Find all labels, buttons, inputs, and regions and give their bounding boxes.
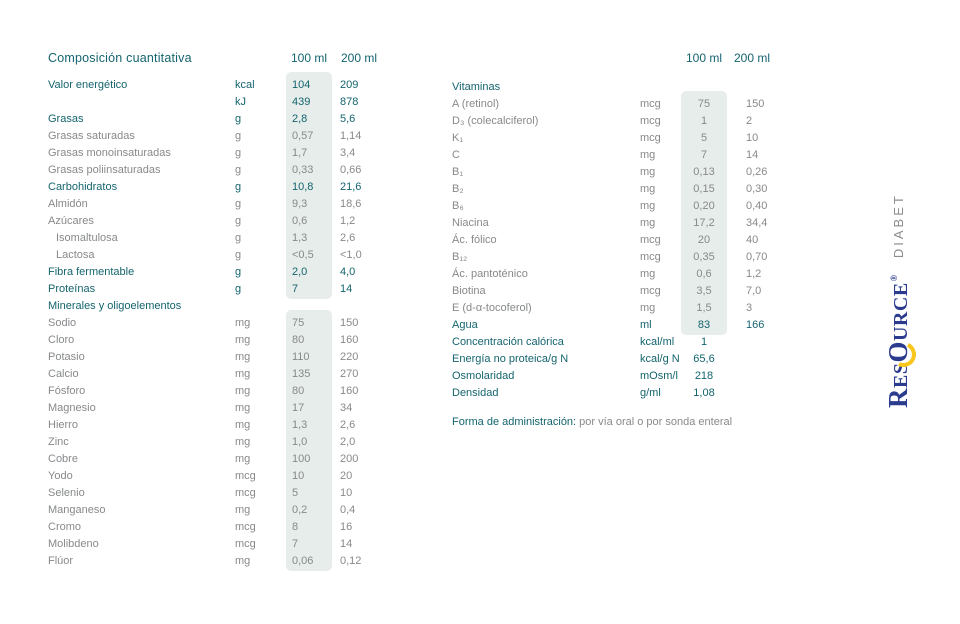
row-value-200ml: 7,0 xyxy=(746,284,762,297)
row-unit: kcal xyxy=(235,78,255,91)
row-value-100ml: 5 xyxy=(292,486,299,499)
row-label: Densidad xyxy=(452,386,499,399)
table-row xyxy=(48,399,393,416)
row-value-100ml: 7 xyxy=(700,148,708,161)
row-label: Molibdeno xyxy=(48,537,99,550)
table-row xyxy=(48,348,393,365)
table-row xyxy=(452,333,787,350)
row-unit: mcg xyxy=(235,486,256,499)
row-unit: mcg xyxy=(640,97,661,110)
resource-wordmark xyxy=(883,274,914,408)
table-row xyxy=(48,246,393,263)
row-value-100ml: 1 xyxy=(700,114,708,127)
row-unit: g xyxy=(235,197,242,210)
row-value-100ml: 83 xyxy=(697,318,711,331)
row-unit: mg xyxy=(235,367,251,380)
row-value-200ml: 0,26 xyxy=(746,165,768,178)
row-value-200ml: 1,2 xyxy=(746,267,762,280)
row-value-200ml: 0,4 xyxy=(340,503,356,516)
row-label: Lactosa xyxy=(56,248,95,261)
row-value-200ml: 34,4 xyxy=(746,216,768,229)
row-value-100ml: 2,0 xyxy=(292,265,308,278)
row-unit: g xyxy=(235,265,242,278)
row-label: E (d-α-tocoferol) xyxy=(452,301,532,314)
row-label: Concentración calórica xyxy=(452,335,564,348)
row-unit: mcg xyxy=(640,284,661,297)
table-row xyxy=(48,161,393,178)
row-unit: g xyxy=(235,112,242,125)
row-value-100ml: 439 xyxy=(292,95,311,108)
row-value-100ml: 65,6 xyxy=(693,352,715,365)
row-value-200ml: 3,4 xyxy=(340,146,356,159)
row-unit: mg xyxy=(640,148,656,161)
row-label: Cromo xyxy=(48,520,82,533)
row-unit: mcg xyxy=(640,114,661,127)
row-label: Magnesio xyxy=(48,401,96,414)
row-label: Potasio xyxy=(48,350,85,363)
row-unit: g xyxy=(235,146,242,159)
row-value-100ml: 75 xyxy=(697,97,711,110)
table-row xyxy=(452,95,787,112)
row-value-100ml: 17,2 xyxy=(693,216,715,229)
row-label: K₁ xyxy=(452,131,464,144)
table-row xyxy=(48,314,393,331)
row-label: Grasas poliinsaturadas xyxy=(48,163,161,176)
row-label: Sodio xyxy=(48,316,77,329)
brand-letters: ES xyxy=(889,362,912,388)
table-row xyxy=(452,299,787,316)
row-unit: mg xyxy=(640,182,656,195)
row-value-200ml: 10 xyxy=(746,131,759,144)
row-unit: mcg xyxy=(235,537,256,550)
row-unit: mcg xyxy=(640,131,661,144)
row-value-100ml: 3,5 xyxy=(696,284,712,297)
brand-letters: URCE xyxy=(889,282,912,342)
row-unit: g/ml xyxy=(640,386,661,399)
row-unit: mg xyxy=(640,267,656,280)
row-unit: g xyxy=(235,231,242,244)
row-unit: g xyxy=(235,214,242,227)
table-row xyxy=(48,263,393,280)
row-value-200ml: 5,6 xyxy=(340,112,356,125)
row-value-100ml: 1,08 xyxy=(693,386,715,399)
table-row xyxy=(48,280,393,297)
table-row xyxy=(452,367,787,384)
row-value-200ml: 34 xyxy=(340,401,353,414)
table-row xyxy=(452,231,787,248)
row-unit: mg xyxy=(235,418,251,431)
row-value-100ml: 0,20 xyxy=(693,199,715,212)
row-unit: mg xyxy=(235,316,251,329)
row-value-100ml: 9,3 xyxy=(292,197,308,210)
row-label: Vitaminas xyxy=(452,80,501,93)
left-col-header-100ml: 100 ml xyxy=(290,51,328,65)
row-value-100ml: 20 xyxy=(697,233,711,246)
row-unit: mg xyxy=(640,216,656,229)
row-value-100ml: 0,6 xyxy=(292,214,308,227)
row-value-100ml: 75 xyxy=(292,316,305,329)
row-value-200ml: 20 xyxy=(340,469,353,482)
row-value-200ml: 1,2 xyxy=(340,214,356,227)
left-nutrition-table xyxy=(48,76,393,569)
row-label: Minerales y oligoelementos xyxy=(48,299,182,312)
row-value-200ml: 21,6 xyxy=(340,180,362,193)
row-value-100ml: 0,13 xyxy=(693,165,715,178)
row-value-200ml: 10 xyxy=(340,486,353,499)
table-row xyxy=(452,265,787,282)
row-label: Cloro xyxy=(48,333,75,346)
row-value-200ml: 150 xyxy=(746,97,765,110)
table-row xyxy=(452,282,787,299)
row-label: Osmolaridad xyxy=(452,369,515,382)
table-row xyxy=(48,110,393,127)
row-unit: g xyxy=(235,180,242,193)
row-value-100ml: 100 xyxy=(292,452,311,465)
row-value-100ml: 104 xyxy=(292,78,311,91)
row-value-100ml: 1 xyxy=(700,335,708,348)
row-label: B₁₂ xyxy=(452,250,468,263)
table-row xyxy=(48,144,393,161)
row-label: Manganeso xyxy=(48,503,106,516)
row-label: Agua xyxy=(452,318,478,331)
row-unit: mg xyxy=(235,350,251,363)
table-row xyxy=(48,484,393,501)
row-label: Flúor xyxy=(48,554,74,567)
row-label: Biotina xyxy=(452,284,486,297)
row-unit: mg xyxy=(235,554,251,567)
right-vitamins-table xyxy=(452,78,787,401)
row-value-100ml: 135 xyxy=(292,367,311,380)
row-value-100ml: 1,5 xyxy=(696,301,712,314)
row-value-200ml: <1,0 xyxy=(340,248,362,261)
table-row xyxy=(48,297,393,314)
table-row xyxy=(48,382,393,399)
row-label: B₂ xyxy=(452,182,464,195)
row-unit: g xyxy=(235,282,242,295)
table-row xyxy=(48,195,393,212)
table-row xyxy=(48,93,393,110)
row-value-100ml: 1,3 xyxy=(292,231,308,244)
row-unit: mcg xyxy=(235,469,256,482)
row-value-200ml: 18,6 xyxy=(340,197,362,210)
row-unit: mg xyxy=(640,199,656,212)
row-label: Grasas monoinsaturadas xyxy=(48,146,171,159)
row-label: Selenio xyxy=(48,486,85,499)
row-unit: mg xyxy=(235,503,251,516)
row-value-100ml: 5 xyxy=(700,131,708,144)
table-row xyxy=(48,535,393,552)
table-row xyxy=(452,214,787,231)
row-value-100ml: 218 xyxy=(694,369,714,382)
brand-logo xyxy=(876,193,920,408)
row-unit: mg xyxy=(235,384,251,397)
registered-mark: ® xyxy=(888,274,899,282)
table-row xyxy=(48,467,393,484)
table-row xyxy=(452,180,787,197)
row-unit: g xyxy=(235,129,242,142)
row-value-100ml: <0,5 xyxy=(292,248,314,261)
row-value-200ml: 150 xyxy=(340,316,359,329)
row-value-200ml: 2,6 xyxy=(340,231,356,244)
row-value-200ml: 220 xyxy=(340,350,359,363)
administration-note-label: Forma de administración: xyxy=(452,416,577,428)
row-value-200ml: 270 xyxy=(340,367,359,380)
row-label: D₃ (colecalciferol) xyxy=(452,114,539,127)
row-value-100ml: 8 xyxy=(292,520,299,533)
row-value-200ml: 14 xyxy=(746,148,759,161)
row-unit: mg xyxy=(640,165,656,178)
row-value-100ml: 17 xyxy=(292,401,305,414)
row-value-200ml: 0,70 xyxy=(746,250,768,263)
row-value-200ml: 0,12 xyxy=(340,554,362,567)
row-unit: mg xyxy=(235,452,251,465)
row-unit: kcal/g N xyxy=(640,352,680,365)
row-value-200ml: 16 xyxy=(340,520,353,533)
administration-note xyxy=(452,416,732,428)
row-value-100ml: 2,8 xyxy=(292,112,308,125)
row-value-100ml: 0,2 xyxy=(292,503,308,516)
row-label: A (retinol) xyxy=(452,97,500,110)
table-row xyxy=(48,433,393,450)
row-value-100ml: 110 xyxy=(292,350,310,363)
row-label: Proteínas xyxy=(48,282,96,295)
row-value-100ml: 0,35 xyxy=(693,250,715,263)
table-row xyxy=(48,229,393,246)
row-value-200ml: 14 xyxy=(340,537,353,550)
row-label: Grasas saturadas xyxy=(48,129,135,142)
row-value-100ml: 0,33 xyxy=(292,163,314,176)
row-label: Ác. pantoténico xyxy=(452,267,528,280)
table-row xyxy=(48,365,393,382)
row-value-100ml: 1,0 xyxy=(292,435,308,448)
left-col-header-200ml: 200 ml xyxy=(340,51,378,65)
right-col-header-200ml: 200 ml xyxy=(733,51,771,65)
row-value-100ml: 7 xyxy=(292,537,299,550)
table-row xyxy=(48,212,393,229)
table-row xyxy=(48,76,393,93)
table-row xyxy=(48,178,393,195)
row-value-100ml: 7 xyxy=(292,282,299,295)
row-value-200ml: 209 xyxy=(340,78,359,91)
row-value-200ml: 4,0 xyxy=(340,265,356,278)
row-unit: mg xyxy=(235,435,251,448)
row-unit: kcal/ml xyxy=(640,335,675,348)
row-unit: mcg xyxy=(640,250,661,263)
administration-note-text: por vía oral o por sonda enteral xyxy=(576,416,733,428)
row-value-200ml: 160 xyxy=(340,384,359,397)
row-value-200ml: 14 xyxy=(340,282,353,295)
row-unit: mg xyxy=(235,401,251,414)
row-label: Fibra fermentable xyxy=(48,265,135,278)
brand-o-with-swoosh-icon: O xyxy=(882,341,913,363)
table-row xyxy=(48,501,393,518)
table-row xyxy=(452,350,787,367)
row-value-200ml: 166 xyxy=(746,318,765,331)
row-unit: mOsm/l xyxy=(640,369,678,382)
right-col-header-100ml: 100 ml xyxy=(685,51,723,65)
row-value-200ml: 0,40 xyxy=(746,199,768,212)
row-unit: kJ xyxy=(235,95,246,108)
row-value-100ml: 80 xyxy=(292,384,305,397)
row-label: Calcio xyxy=(48,367,79,380)
table-row xyxy=(452,146,787,163)
row-label: Hierro xyxy=(48,418,78,431)
row-value-200ml: 0,30 xyxy=(746,182,768,195)
table-row xyxy=(48,331,393,348)
row-value-100ml: 1,7 xyxy=(292,146,308,159)
row-label: B₁ xyxy=(452,165,464,178)
row-label: Almidón xyxy=(48,197,88,210)
row-label: Fósforo xyxy=(48,384,86,397)
row-value-200ml: 3 xyxy=(746,301,753,314)
row-value-100ml: 0,6 xyxy=(696,267,712,280)
row-value-200ml: 2,0 xyxy=(340,435,356,448)
row-value-100ml: 10,8 xyxy=(292,180,314,193)
row-label: Cobre xyxy=(48,452,78,465)
row-value-200ml: 40 xyxy=(746,233,759,246)
row-value-200ml: 2,6 xyxy=(340,418,356,431)
row-label: Zinc xyxy=(48,435,69,448)
table-row xyxy=(452,384,787,401)
table-row xyxy=(48,127,393,144)
row-value-200ml: 160 xyxy=(340,333,359,346)
row-label: Energía no proteica/g N xyxy=(452,352,569,365)
row-value-200ml: 2 xyxy=(746,114,753,127)
row-unit: mg xyxy=(235,333,251,346)
row-label: Ác. fólico xyxy=(452,233,497,246)
table-row xyxy=(452,163,787,180)
row-label: Carbohidratos xyxy=(48,180,118,193)
row-value-100ml: 0,57 xyxy=(292,129,314,142)
row-label: Grasas xyxy=(48,112,84,125)
table-row xyxy=(48,416,393,433)
row-unit: mcg xyxy=(640,233,661,246)
row-unit: ml xyxy=(640,318,652,331)
row-value-100ml: 0,06 xyxy=(292,554,314,567)
row-unit: g xyxy=(235,163,242,176)
table-row xyxy=(452,248,787,265)
product-name: DIABET xyxy=(890,193,906,259)
row-value-200ml: 200 xyxy=(340,452,359,465)
row-unit: mcg xyxy=(235,520,256,533)
brand-letter: R xyxy=(882,388,913,408)
table-row xyxy=(48,552,393,569)
table-row xyxy=(452,129,787,146)
row-label: C xyxy=(452,148,460,161)
row-unit: mg xyxy=(640,301,656,314)
row-label: Niacina xyxy=(452,216,489,229)
row-value-100ml: 10 xyxy=(292,469,305,482)
row-label: Valor energético xyxy=(48,78,128,91)
table-row xyxy=(452,316,787,333)
row-value-100ml: 80 xyxy=(292,333,305,346)
row-value-200ml: 1,14 xyxy=(340,129,362,142)
row-value-200ml: 878 xyxy=(340,95,359,108)
table-row xyxy=(452,112,787,129)
row-value-100ml: 0,15 xyxy=(693,182,715,195)
row-label: Yodo xyxy=(48,469,73,482)
row-label: Isomaltulosa xyxy=(56,231,118,244)
table-row xyxy=(48,450,393,467)
table-row xyxy=(48,518,393,535)
table-row xyxy=(452,197,787,214)
row-value-200ml: 0,66 xyxy=(340,163,362,176)
page-title: Composición cuantitativa xyxy=(48,51,192,65)
row-value-100ml: 1,3 xyxy=(292,418,308,431)
row-unit: g xyxy=(235,248,242,261)
table-row xyxy=(452,78,787,95)
row-label: B₆ xyxy=(452,199,464,212)
row-label: Azúcares xyxy=(48,214,94,227)
